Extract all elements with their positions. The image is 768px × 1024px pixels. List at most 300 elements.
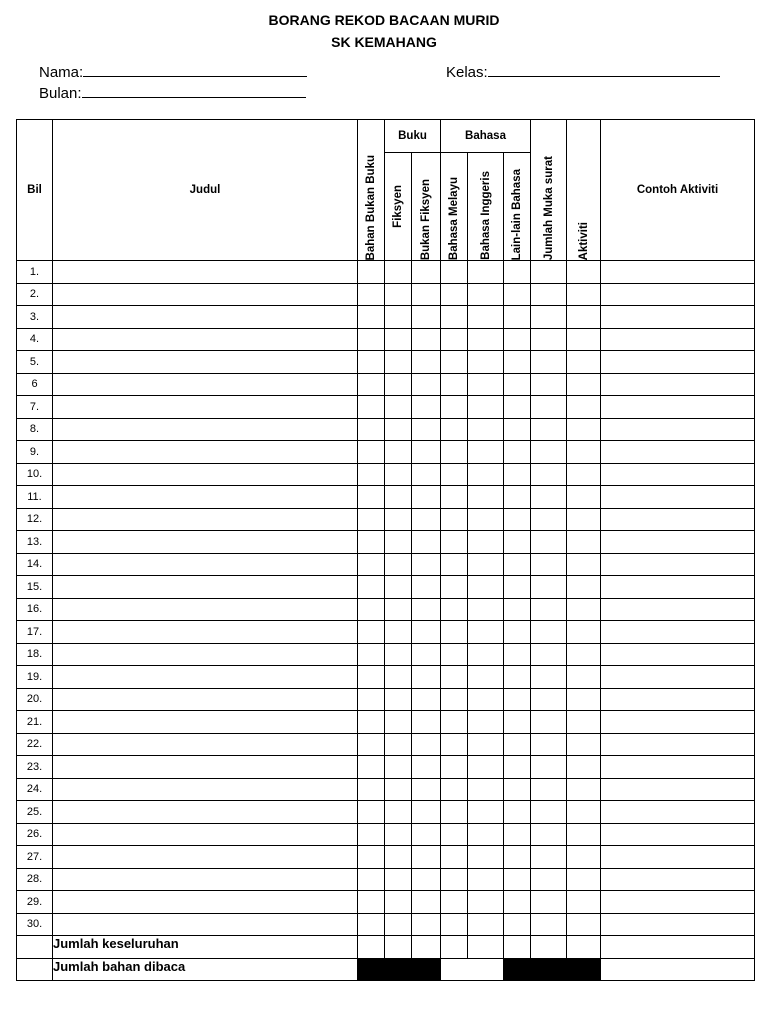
entry-cell[interactable] <box>412 373 441 396</box>
entry-cell[interactable] <box>468 463 504 486</box>
entry-cell[interactable] <box>531 733 567 756</box>
judul-cell[interactable] <box>53 328 358 351</box>
entry-cell[interactable] <box>412 283 441 306</box>
judul-cell[interactable] <box>53 891 358 914</box>
entry-cell[interactable] <box>358 823 385 846</box>
entry-cell[interactable] <box>567 553 601 576</box>
entry-cell[interactable] <box>385 643 412 666</box>
entry-cell[interactable] <box>531 823 567 846</box>
entry-cell[interactable] <box>385 823 412 846</box>
entry-cell[interactable] <box>504 868 531 891</box>
entry-cell[interactable] <box>531 486 567 509</box>
judul-cell[interactable] <box>53 756 358 779</box>
judul-cell[interactable] <box>53 688 358 711</box>
read-bahasa-cell[interactable] <box>441 958 504 981</box>
entry-cell[interactable] <box>504 891 531 914</box>
entry-cell[interactable] <box>441 913 468 936</box>
judul-cell[interactable] <box>53 306 358 329</box>
entry-cell[interactable] <box>412 778 441 801</box>
entry-cell[interactable] <box>567 711 601 734</box>
entry-cell[interactable] <box>531 441 567 464</box>
entry-cell[interactable] <box>468 688 504 711</box>
contoh-aktiviti-cell[interactable] <box>601 756 755 779</box>
entry-cell[interactable] <box>531 531 567 554</box>
entry-cell[interactable] <box>504 823 531 846</box>
contoh-aktiviti-cell[interactable] <box>601 688 755 711</box>
entry-cell[interactable] <box>468 756 504 779</box>
entry-cell[interactable] <box>504 531 531 554</box>
entry-cell[interactable] <box>504 733 531 756</box>
entry-cell[interactable] <box>358 666 385 689</box>
entry-cell[interactable] <box>504 778 531 801</box>
entry-cell[interactable] <box>358 598 385 621</box>
entry-cell[interactable] <box>385 508 412 531</box>
judul-cell[interactable] <box>53 778 358 801</box>
entry-cell[interactable] <box>412 913 441 936</box>
entry-cell[interactable] <box>504 621 531 644</box>
contoh-aktiviti-cell[interactable] <box>601 373 755 396</box>
entry-cell[interactable] <box>358 688 385 711</box>
entry-cell[interactable] <box>358 463 385 486</box>
entry-cell[interactable] <box>358 351 385 374</box>
entry-cell[interactable] <box>567 733 601 756</box>
entry-cell[interactable] <box>531 463 567 486</box>
entry-cell[interactable] <box>531 846 567 869</box>
entry-cell[interactable] <box>531 688 567 711</box>
total-cell[interactable] <box>567 936 601 959</box>
entry-cell[interactable] <box>385 891 412 914</box>
entry-cell[interactable] <box>531 373 567 396</box>
entry-cell[interactable] <box>504 396 531 419</box>
entry-cell[interactable] <box>567 306 601 329</box>
total-cell[interactable] <box>385 936 412 959</box>
entry-cell[interactable] <box>504 508 531 531</box>
judul-cell[interactable] <box>53 733 358 756</box>
entry-cell[interactable] <box>441 711 468 734</box>
entry-cell[interactable] <box>567 823 601 846</box>
entry-cell[interactable] <box>385 621 412 644</box>
contoh-aktiviti-cell[interactable] <box>601 486 755 509</box>
entry-cell[interactable] <box>468 306 504 329</box>
entry-cell[interactable] <box>441 553 468 576</box>
entry-cell[interactable] <box>358 373 385 396</box>
entry-cell[interactable] <box>358 553 385 576</box>
entry-cell[interactable] <box>441 598 468 621</box>
entry-cell[interactable] <box>468 913 504 936</box>
judul-cell[interactable] <box>53 396 358 419</box>
entry-cell[interactable] <box>531 328 567 351</box>
entry-cell[interactable] <box>412 486 441 509</box>
entry-cell[interactable] <box>358 418 385 441</box>
entry-cell[interactable] <box>412 733 441 756</box>
entry-cell[interactable] <box>567 913 601 936</box>
entry-cell[interactable] <box>441 733 468 756</box>
judul-cell[interactable] <box>53 598 358 621</box>
entry-cell[interactable] <box>385 486 412 509</box>
contoh-aktiviti-cell[interactable] <box>601 328 755 351</box>
entry-cell[interactable] <box>531 508 567 531</box>
contoh-aktiviti-cell[interactable] <box>601 778 755 801</box>
entry-cell[interactable] <box>567 531 601 554</box>
entry-cell[interactable] <box>567 351 601 374</box>
entry-cell[interactable] <box>468 666 504 689</box>
entry-cell[interactable] <box>385 756 412 779</box>
entry-cell[interactable] <box>531 778 567 801</box>
entry-cell[interactable] <box>567 576 601 599</box>
entry-cell[interactable] <box>412 463 441 486</box>
judul-cell[interactable] <box>53 261 358 284</box>
entry-cell[interactable] <box>385 373 412 396</box>
entry-cell[interactable] <box>441 666 468 689</box>
entry-cell[interactable] <box>504 441 531 464</box>
entry-cell[interactable] <box>385 306 412 329</box>
entry-cell[interactable] <box>412 396 441 419</box>
entry-cell[interactable] <box>504 418 531 441</box>
entry-cell[interactable] <box>441 801 468 824</box>
entry-cell[interactable] <box>531 868 567 891</box>
judul-cell[interactable] <box>53 643 358 666</box>
contoh-aktiviti-cell[interactable] <box>601 666 755 689</box>
entry-cell[interactable] <box>358 283 385 306</box>
entry-cell[interactable] <box>441 756 468 779</box>
contoh-aktiviti-cell[interactable] <box>601 531 755 554</box>
judul-cell[interactable] <box>53 508 358 531</box>
entry-cell[interactable] <box>504 351 531 374</box>
entry-cell[interactable] <box>412 576 441 599</box>
entry-cell[interactable] <box>358 441 385 464</box>
kelas-line[interactable] <box>488 64 720 77</box>
bulan-line[interactable] <box>82 85 306 98</box>
entry-cell[interactable] <box>468 531 504 554</box>
read-contoh-cell[interactable] <box>601 958 755 981</box>
judul-cell[interactable] <box>53 531 358 554</box>
entry-cell[interactable] <box>441 778 468 801</box>
entry-cell[interactable] <box>504 801 531 824</box>
entry-cell[interactable] <box>504 486 531 509</box>
entry-cell[interactable] <box>567 598 601 621</box>
entry-cell[interactable] <box>468 823 504 846</box>
entry-cell[interactable] <box>567 666 601 689</box>
entry-cell[interactable] <box>504 756 531 779</box>
entry-cell[interactable] <box>468 643 504 666</box>
entry-cell[interactable] <box>358 868 385 891</box>
total-cell[interactable] <box>412 936 441 959</box>
entry-cell[interactable] <box>441 868 468 891</box>
entry-cell[interactable] <box>412 553 441 576</box>
entry-cell[interactable] <box>468 868 504 891</box>
entry-cell[interactable] <box>412 688 441 711</box>
entry-cell[interactable] <box>567 801 601 824</box>
entry-cell[interactable] <box>385 598 412 621</box>
judul-cell[interactable] <box>53 441 358 464</box>
entry-cell[interactable] <box>441 688 468 711</box>
contoh-aktiviti-cell[interactable] <box>601 553 755 576</box>
judul-cell[interactable] <box>53 621 358 644</box>
entry-cell[interactable] <box>531 643 567 666</box>
entry-cell[interactable] <box>412 441 441 464</box>
entry-cell[interactable] <box>412 328 441 351</box>
entry-cell[interactable] <box>358 913 385 936</box>
entry-cell[interactable] <box>441 643 468 666</box>
entry-cell[interactable] <box>468 621 504 644</box>
entry-cell[interactable] <box>385 328 412 351</box>
entry-cell[interactable] <box>567 463 601 486</box>
judul-cell[interactable] <box>53 486 358 509</box>
entry-cell[interactable] <box>358 261 385 284</box>
entry-cell[interactable] <box>385 913 412 936</box>
contoh-aktiviti-cell[interactable] <box>601 283 755 306</box>
contoh-aktiviti-cell[interactable] <box>601 823 755 846</box>
entry-cell[interactable] <box>468 576 504 599</box>
entry-cell[interactable] <box>412 621 441 644</box>
nama-line[interactable] <box>83 64 307 77</box>
entry-cell[interactable] <box>504 688 531 711</box>
entry-cell[interactable] <box>468 418 504 441</box>
contoh-aktiviti-cell[interactable] <box>601 913 755 936</box>
contoh-aktiviti-cell[interactable] <box>601 441 755 464</box>
entry-cell[interactable] <box>441 441 468 464</box>
total-cell[interactable] <box>504 936 531 959</box>
entry-cell[interactable] <box>441 283 468 306</box>
entry-cell[interactable] <box>358 801 385 824</box>
entry-cell[interactable] <box>385 711 412 734</box>
total-cell[interactable] <box>531 936 567 959</box>
judul-cell[interactable] <box>53 846 358 869</box>
entry-cell[interactable] <box>504 666 531 689</box>
entry-cell[interactable] <box>412 531 441 554</box>
entry-cell[interactable] <box>567 756 601 779</box>
entry-cell[interactable] <box>468 396 504 419</box>
entry-cell[interactable] <box>567 486 601 509</box>
entry-cell[interactable] <box>358 306 385 329</box>
entry-cell[interactable] <box>385 576 412 599</box>
judul-cell[interactable] <box>53 283 358 306</box>
entry-cell[interactable] <box>412 846 441 869</box>
entry-cell[interactable] <box>385 351 412 374</box>
judul-cell[interactable] <box>53 463 358 486</box>
contoh-aktiviti-cell[interactable] <box>601 891 755 914</box>
judul-cell[interactable] <box>53 418 358 441</box>
judul-cell[interactable] <box>53 666 358 689</box>
entry-cell[interactable] <box>412 801 441 824</box>
entry-cell[interactable] <box>504 283 531 306</box>
entry-cell[interactable] <box>504 328 531 351</box>
total-cell[interactable] <box>601 936 755 959</box>
entry-cell[interactable] <box>385 418 412 441</box>
contoh-aktiviti-cell[interactable] <box>601 598 755 621</box>
contoh-aktiviti-cell[interactable] <box>601 621 755 644</box>
contoh-aktiviti-cell[interactable] <box>601 508 755 531</box>
entry-cell[interactable] <box>567 868 601 891</box>
entry-cell[interactable] <box>531 396 567 419</box>
entry-cell[interactable] <box>412 261 441 284</box>
judul-cell[interactable] <box>53 801 358 824</box>
entry-cell[interactable] <box>504 598 531 621</box>
entry-cell[interactable] <box>531 283 567 306</box>
contoh-aktiviti-cell[interactable] <box>601 643 755 666</box>
entry-cell[interactable] <box>504 846 531 869</box>
entry-cell[interactable] <box>385 868 412 891</box>
entry-cell[interactable] <box>385 666 412 689</box>
entry-cell[interactable] <box>358 711 385 734</box>
entry-cell[interactable] <box>468 553 504 576</box>
entry-cell[interactable] <box>468 261 504 284</box>
entry-cell[interactable] <box>385 463 412 486</box>
entry-cell[interactable] <box>504 373 531 396</box>
entry-cell[interactable] <box>531 418 567 441</box>
entry-cell[interactable] <box>385 441 412 464</box>
entry-cell[interactable] <box>441 261 468 284</box>
entry-cell[interactable] <box>385 531 412 554</box>
entry-cell[interactable] <box>468 598 504 621</box>
entry-cell[interactable] <box>468 508 504 531</box>
entry-cell[interactable] <box>567 396 601 419</box>
total-cell[interactable] <box>441 936 468 959</box>
entry-cell[interactable] <box>468 801 504 824</box>
entry-cell[interactable] <box>504 576 531 599</box>
entry-cell[interactable] <box>531 711 567 734</box>
entry-cell[interactable] <box>567 373 601 396</box>
entry-cell[interactable] <box>385 396 412 419</box>
entry-cell[interactable] <box>412 418 441 441</box>
total-cell[interactable] <box>468 936 504 959</box>
entry-cell[interactable] <box>468 778 504 801</box>
entry-cell[interactable] <box>385 283 412 306</box>
entry-cell[interactable] <box>441 373 468 396</box>
entry-cell[interactable] <box>385 778 412 801</box>
entry-cell[interactable] <box>468 891 504 914</box>
entry-cell[interactable] <box>468 733 504 756</box>
entry-cell[interactable] <box>468 283 504 306</box>
entry-cell[interactable] <box>441 486 468 509</box>
entry-cell[interactable] <box>531 801 567 824</box>
entry-cell[interactable] <box>385 733 412 756</box>
judul-cell[interactable] <box>53 913 358 936</box>
entry-cell[interactable] <box>531 598 567 621</box>
contoh-aktiviti-cell[interactable] <box>601 801 755 824</box>
entry-cell[interactable] <box>412 598 441 621</box>
entry-cell[interactable] <box>358 328 385 351</box>
entry-cell[interactable] <box>412 868 441 891</box>
entry-cell[interactable] <box>441 463 468 486</box>
entry-cell[interactable] <box>441 531 468 554</box>
entry-cell[interactable] <box>385 801 412 824</box>
entry-cell[interactable] <box>412 891 441 914</box>
entry-cell[interactable] <box>531 756 567 779</box>
entry-cell[interactable] <box>531 261 567 284</box>
entry-cell[interactable] <box>468 846 504 869</box>
entry-cell[interactable] <box>412 351 441 374</box>
entry-cell[interactable] <box>412 508 441 531</box>
entry-cell[interactable] <box>468 351 504 374</box>
judul-cell[interactable] <box>53 868 358 891</box>
entry-cell[interactable] <box>531 913 567 936</box>
entry-cell[interactable] <box>531 553 567 576</box>
entry-cell[interactable] <box>567 846 601 869</box>
entry-cell[interactable] <box>385 261 412 284</box>
entry-cell[interactable] <box>385 688 412 711</box>
judul-cell[interactable] <box>53 553 358 576</box>
entry-cell[interactable] <box>441 823 468 846</box>
entry-cell[interactable] <box>531 666 567 689</box>
contoh-aktiviti-cell[interactable] <box>601 463 755 486</box>
entry-cell[interactable] <box>358 643 385 666</box>
contoh-aktiviti-cell[interactable] <box>601 261 755 284</box>
entry-cell[interactable] <box>504 463 531 486</box>
entry-cell[interactable] <box>412 306 441 329</box>
entry-cell[interactable] <box>504 553 531 576</box>
entry-cell[interactable] <box>412 711 441 734</box>
judul-cell[interactable] <box>53 373 358 396</box>
entry-cell[interactable] <box>358 778 385 801</box>
contoh-aktiviti-cell[interactable] <box>601 351 755 374</box>
entry-cell[interactable] <box>358 508 385 531</box>
entry-cell[interactable] <box>567 418 601 441</box>
entry-cell[interactable] <box>567 441 601 464</box>
contoh-aktiviti-cell[interactable] <box>601 396 755 419</box>
entry-cell[interactable] <box>441 508 468 531</box>
entry-cell[interactable] <box>412 643 441 666</box>
total-cell[interactable] <box>358 936 385 959</box>
entry-cell[interactable] <box>358 621 385 644</box>
entry-cell[interactable] <box>412 756 441 779</box>
judul-cell[interactable] <box>53 576 358 599</box>
entry-cell[interactable] <box>441 418 468 441</box>
entry-cell[interactable] <box>441 351 468 374</box>
entry-cell[interactable] <box>468 711 504 734</box>
entry-cell[interactable] <box>385 553 412 576</box>
entry-cell[interactable] <box>567 261 601 284</box>
entry-cell[interactable] <box>468 373 504 396</box>
entry-cell[interactable] <box>358 531 385 554</box>
judul-cell[interactable] <box>53 351 358 374</box>
entry-cell[interactable] <box>441 306 468 329</box>
entry-cell[interactable] <box>567 778 601 801</box>
entry-cell[interactable] <box>441 328 468 351</box>
entry-cell[interactable] <box>358 733 385 756</box>
contoh-aktiviti-cell[interactable] <box>601 711 755 734</box>
entry-cell[interactable] <box>441 891 468 914</box>
entry-cell[interactable] <box>441 576 468 599</box>
contoh-aktiviti-cell[interactable] <box>601 418 755 441</box>
entry-cell[interactable] <box>412 823 441 846</box>
entry-cell[interactable] <box>358 396 385 419</box>
entry-cell[interactable] <box>531 306 567 329</box>
entry-cell[interactable] <box>567 891 601 914</box>
entry-cell[interactable] <box>441 396 468 419</box>
judul-cell[interactable] <box>53 823 358 846</box>
entry-cell[interactable] <box>531 576 567 599</box>
entry-cell[interactable] <box>358 846 385 869</box>
entry-cell[interactable] <box>358 756 385 779</box>
entry-cell[interactable] <box>468 328 504 351</box>
entry-cell[interactable] <box>441 846 468 869</box>
entry-cell[interactable] <box>358 891 385 914</box>
entry-cell[interactable] <box>567 508 601 531</box>
entry-cell[interactable] <box>441 621 468 644</box>
entry-cell[interactable] <box>531 621 567 644</box>
entry-cell[interactable] <box>504 261 531 284</box>
entry-cell[interactable] <box>468 441 504 464</box>
entry-cell[interactable] <box>567 688 601 711</box>
entry-cell[interactable] <box>358 486 385 509</box>
entry-cell[interactable] <box>504 913 531 936</box>
entry-cell[interactable] <box>567 283 601 306</box>
contoh-aktiviti-cell[interactable] <box>601 733 755 756</box>
entry-cell[interactable] <box>567 643 601 666</box>
entry-cell[interactable] <box>504 306 531 329</box>
entry-cell[interactable] <box>468 486 504 509</box>
